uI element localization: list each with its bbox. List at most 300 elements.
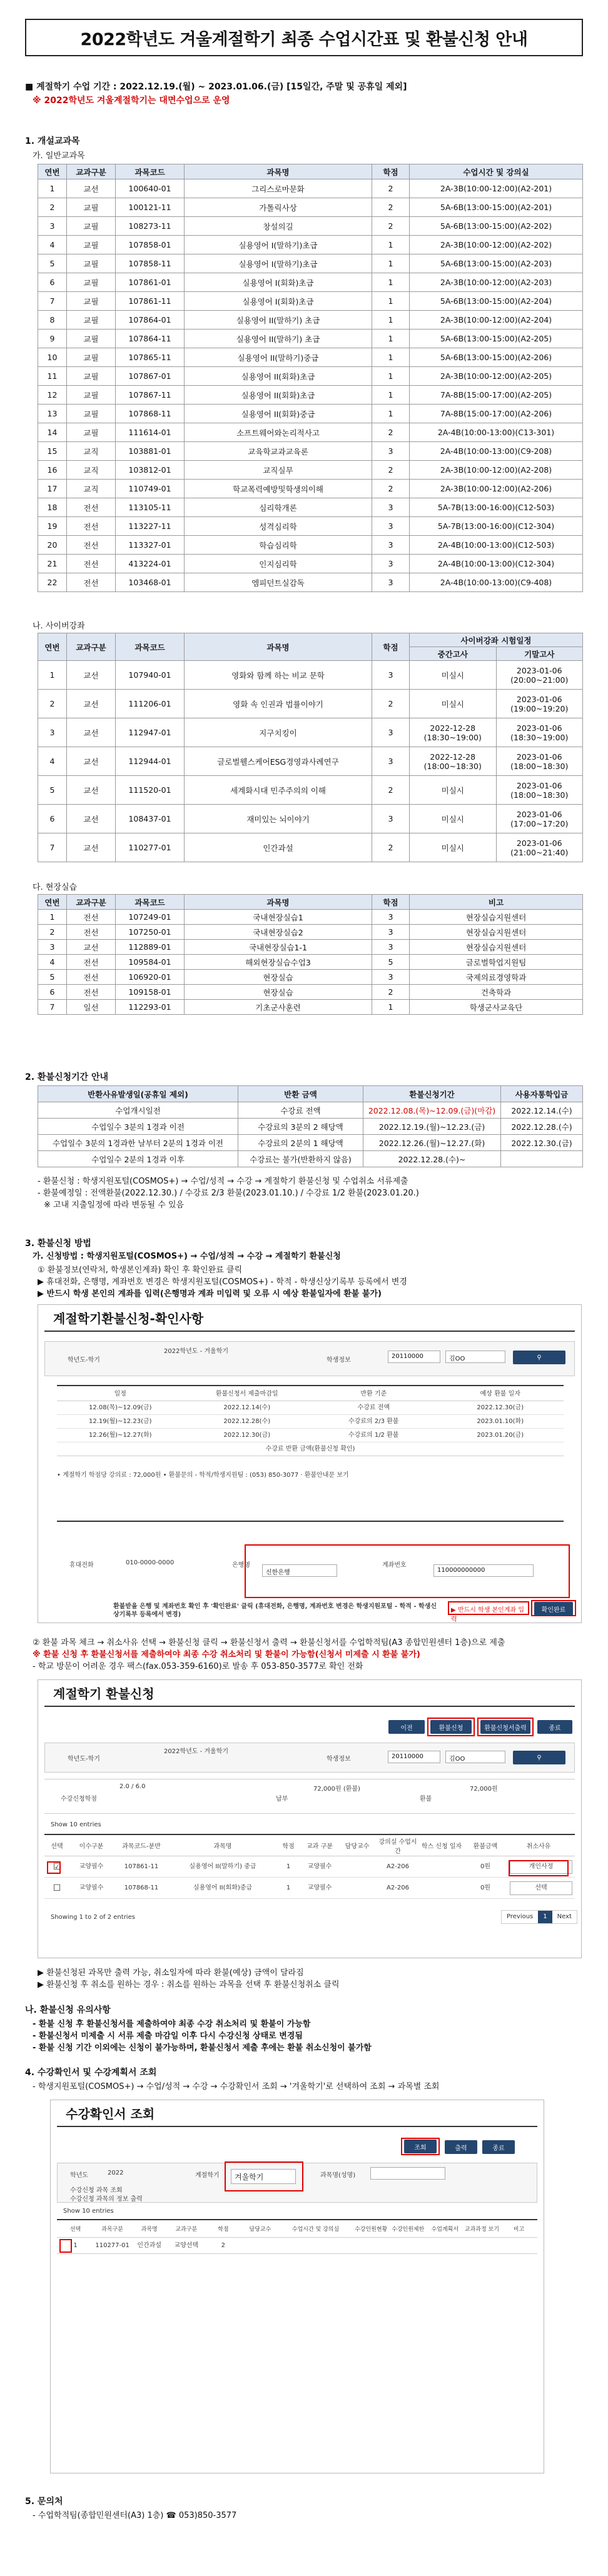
table-row (38, 985, 583, 1000)
section-courses: 1. 개설교과목 (25, 136, 80, 146)
table-cell: 국내현장실습2 (185, 925, 372, 940)
shot3-cell: 2 (221, 2242, 226, 2249)
table-row (38, 833, 583, 862)
shot1-search-bar (44, 1341, 575, 1376)
shot3-query-button[interactable] (404, 2140, 437, 2153)
cancel-reason-select[interactable]: 선택 (510, 1881, 572, 1895)
table-cell: 2A-4B(10:00-13:00)(C12-503) (410, 536, 583, 555)
shot2-select-highlight (47, 1861, 61, 1874)
table-row (38, 423, 583, 442)
shot3-row-highlight (59, 2239, 72, 2253)
table-cell: 교필 (67, 198, 116, 217)
shot1-student-label: 학생정보 (327, 1357, 351, 1364)
table-cell: 전선 (67, 910, 116, 925)
table-cell: 수업개시일전 (38, 1102, 238, 1119)
general-th: 과목명 (185, 164, 372, 179)
table-row (38, 217, 583, 236)
shot2-row[interactable] (44, 1856, 575, 1878)
shot2-cell: A2-206 (387, 1863, 409, 1870)
general-th: 수업시간 및 강의실 (410, 164, 583, 179)
shot2-cell: 교양필수 (79, 1863, 104, 1870)
table-row (38, 661, 583, 690)
table-cell: 4 (38, 236, 67, 254)
table-cell: 2 (372, 690, 410, 718)
table-cell: 건축학과 (410, 985, 583, 1000)
table-cell: 교선 (67, 805, 116, 833)
table-cell: 2A-3B(10:00-12:00)(A2-205) (410, 367, 583, 386)
table-cell: 학습심리학 (185, 536, 372, 555)
refund-th: 반환사유발생일(공휴일 제외) (38, 1086, 238, 1102)
table-cell: 3 (38, 940, 67, 955)
shot2-close-button[interactable] (537, 1720, 572, 1734)
shot2-cell: 0원 (480, 1884, 491, 1891)
field-th: 과목명 (185, 895, 372, 910)
table-row (38, 461, 583, 480)
table-row (38, 970, 583, 985)
table-cell (496, 718, 583, 747)
refund-note: - 환불예정일 : 전액환불(2022.12.30.) / 수강료 2/3 환불(2023.01.10.) / 수강료 1/2 환불(2023.01.20.) (38, 1189, 419, 1198)
field-th: 과목코드 (116, 895, 185, 910)
cell-line: 2023-01-06 (516, 665, 562, 675)
shot1-table-foot: 수강료 반환 금액(환불신청 확인) (57, 1442, 564, 1456)
checkbox[interactable]: ☑ (53, 1862, 61, 1872)
shot2-th: 과목명 (213, 1843, 232, 1850)
table-cell: 창설의길 (185, 217, 372, 236)
table-cell: 2A-4B(10:00-13:00)(C12-304) (410, 555, 583, 573)
shot1-th: 일정 (114, 1391, 126, 1397)
section-cautions: 나. 환불신청 유의사항 (25, 2005, 111, 2015)
table-cell: 세계화시대 민주주의의 이해 (185, 776, 372, 805)
shot3-print-label: 출력 (455, 2145, 467, 2152)
table-cell: 2A-3B(10:00-12:00)(A2-208) (410, 461, 583, 480)
table-cell: 15 (38, 442, 67, 461)
shot2-cell: 실용영어 II(말하기) 중급 (189, 1863, 256, 1870)
table-cell: 2 (38, 690, 67, 718)
table-cell: 113227-11 (116, 517, 185, 536)
table-cell: 교필 (67, 423, 116, 442)
confirmation-line: - 학생지원포털(COSMOS+) → 수업/성적 → 수강 → 수강확인서 조회 → '겨울학기'로 선택하여 조회 → 과목별 조회 (33, 2082, 440, 2091)
cyber-th-exam: 사이버강좌 시험일정 (410, 633, 583, 647)
table-cell: 수강료의 3분의 2 해당액 (238, 1119, 363, 1135)
shot2-credits: 2.0 / 6.0 (119, 1783, 146, 1790)
refund-th: 사용자통학입금 (501, 1086, 583, 1102)
shot3-close-button[interactable] (482, 2140, 515, 2154)
table-cell: 글로벌웰스케어ESG경영과사례연구 (185, 747, 372, 776)
shot1-title: 계절학기환불신청-확인사항 (44, 1305, 575, 1332)
table-cell: 3 (372, 940, 410, 955)
table-cell: 현장실습지원센터 (410, 910, 583, 925)
table-cell: 2 (372, 985, 410, 1000)
shot1-bank-input[interactable]: 신한은행 (262, 1564, 337, 1577)
shot3-th: 수업시간 및 강의실 (291, 2226, 340, 2233)
shot3-th: 담당교수 (249, 2226, 271, 2233)
table-cell (410, 690, 497, 718)
shot1-account-input[interactable]: 110000000000 (433, 1564, 534, 1577)
table-cell: 111614-01 (116, 423, 185, 442)
table-cell: 1 (372, 292, 410, 311)
table-cell: 전선 (67, 925, 116, 940)
table-cell: 107865-11 (116, 348, 185, 367)
table-row (38, 1151, 583, 1167)
shot2-cell: 107861-11 (124, 1863, 159, 1870)
section-contact: 5. 문의처 (25, 2497, 63, 2507)
table-cell: 교선 (67, 661, 116, 690)
shot3-th: 수업계획서 (431, 2226, 459, 2233)
shot1-table-rows (57, 1401, 564, 1442)
confirmation-screenshot (50, 2100, 544, 2473)
shot2-print-button[interactable] (480, 1720, 530, 1734)
table-cell: 2A-4B(10:00-13:00)(C13-301) (410, 423, 583, 442)
table-cell: 107858-01 (116, 236, 185, 254)
table-cell: 107861-01 (116, 273, 185, 292)
cell-line: 2022-12-28 (430, 723, 476, 733)
shot1-row (57, 1401, 564, 1415)
cyber-th-no: 연번 (38, 633, 67, 661)
table-cell: 교직실무 (185, 461, 372, 480)
table-cell: 3 (372, 573, 410, 592)
table-cell: 영화와 함께 하는 비교 문학 (185, 661, 372, 690)
shot2-prev-page[interactable]: Previous (507, 1913, 534, 1920)
shot3-table-row[interactable] (57, 2238, 537, 2254)
table-cell: 교직 (67, 480, 116, 498)
table-cell: 수업일수 3분의 1경과한 날부터 2분의 1경과 이전 (38, 1135, 238, 1151)
shot2-refund-label-text: 환불 (420, 1796, 432, 1803)
refund-notes (38, 1175, 588, 1211)
shot2-name-input[interactable]: 김OO (445, 1751, 505, 1763)
shot2-year: 2022학년도 - 겨울학기 (164, 1748, 229, 1755)
table-cell: 해외현장실습수업3 (185, 955, 372, 970)
table-cell: 2A-3B(10:00-12:00)(A2-206) (410, 480, 583, 498)
table-cell: 수강료는 불가(반환하지 않음) (238, 1151, 363, 1167)
table-cell: 13 (38, 405, 67, 423)
shot2-page-1[interactable]: 1 (538, 1911, 552, 1923)
shot2-th: 환불금액 (473, 1843, 498, 1850)
cyber-th-name: 과목명 (185, 633, 372, 661)
shot3-year: 2022 (108, 2170, 124, 2176)
table-cell: 교선 (67, 718, 116, 747)
table-row (38, 254, 583, 273)
table-cell: 교직 (67, 461, 116, 480)
table-cell: 현장실습지원센터 (410, 925, 583, 940)
shot2-cell (338, 1878, 376, 1898)
table-cell: 112947-01 (116, 718, 185, 747)
table-cell: 2A-4B(10:00-13:00)(C9-208) (410, 442, 583, 461)
table-row (38, 348, 583, 367)
refund-th: 환불신청기간 (363, 1086, 501, 1102)
shot3-th: 과목구분 (101, 2226, 123, 2233)
cell-line: 2022-12-28 (430, 752, 476, 762)
shot1-confirm-button[interactable] (534, 1602, 573, 1616)
shot1-bank-account-highlight (245, 1544, 570, 1598)
table-cell: 16 (38, 461, 67, 480)
table-cell: 413224-01 (116, 555, 185, 573)
shot2-showing: Showing 1 to 2 of 2 entries (51, 1914, 135, 1921)
table-cell: 10 (38, 348, 67, 367)
table-row (38, 1000, 583, 1015)
shot2-close-label: 종료 (549, 1724, 561, 1732)
shot1-year: 2022학년도 - 겨울학기 (164, 1348, 229, 1355)
table-cell: 실용영어 I(회화)초급 (185, 292, 372, 311)
table-cell: 현장실습지원센터 (410, 940, 583, 955)
cancel-reason-select[interactable]: 개인사정 (510, 1860, 572, 1874)
table-cell: 4 (38, 747, 67, 776)
shot3-cell (427, 2238, 464, 2253)
checkbox[interactable]: ☐ (53, 1883, 61, 1893)
table-row (38, 690, 583, 718)
table-cell: 교선 (67, 690, 116, 718)
shot1-confirm-label: 확인완료 (541, 1606, 566, 1614)
shot1-year-label: 학년도-학기 (68, 1357, 100, 1364)
shot2-pay: 72,000원 (환불) (313, 1786, 360, 1793)
table-cell: 1 (38, 661, 67, 690)
shot2-th: 강의실 수업시간 (378, 1838, 417, 1855)
cell-line: 2023-01-06 (516, 780, 562, 790)
table-row (38, 1119, 583, 1135)
table-cell: 교필 (67, 405, 116, 423)
shot2-cell: A2-206 (387, 1884, 409, 1891)
refund-period-table (38, 1085, 583, 1167)
table-cell: 6 (38, 273, 67, 292)
table-cell: 2A-3B(10:00-12:00)(A2-204) (410, 311, 583, 330)
table-cell: 8 (38, 311, 67, 330)
table-cell: 107867-01 (116, 367, 185, 386)
table-cell: 107858-11 (116, 254, 185, 273)
general-th: 연번 (38, 164, 67, 179)
table-cell: 1 (372, 311, 410, 330)
table-row (38, 1135, 583, 1151)
table-cell: 국내현장실습1 (185, 910, 372, 925)
shot2-refund-btn-highlight (427, 1718, 475, 1736)
shot2-table-head (44, 1834, 575, 1856)
table-row (38, 718, 583, 747)
cell-line: (18:00~18:30) (510, 761, 569, 771)
table-row (38, 405, 583, 423)
table-cell: 교직 (67, 442, 116, 461)
shot3-th: 교과과정 보기 (464, 2226, 499, 2233)
shot2-refund-button[interactable] (430, 1720, 472, 1734)
table-cell: 전선 (67, 985, 116, 1000)
shot3-cell (353, 2238, 390, 2253)
caution-line: - 환불 신청 기간 이외에는 신청이 불가능하며, 환불신청서 제출 후에는 환불 취소신청이 불가함 (33, 2043, 372, 2053)
table-cell: 교필 (67, 273, 116, 292)
table-cell: 3 (372, 805, 410, 833)
table-row (38, 805, 583, 833)
shot2-cell: 교양필수 (79, 1884, 104, 1891)
step2-after-line: ▶ 환불신청 후 취소를 원하는 경우 : 취소를 원하는 과목을 선택 후 환불신청취소 클릭 (38, 1980, 340, 1990)
method-step-lines (38, 1264, 588, 1300)
table-row (38, 198, 583, 217)
table-cell: 교선 (67, 776, 116, 805)
shot3-table-head (57, 2219, 537, 2238)
table-cell: 103881-01 (116, 442, 185, 461)
step2-after-line: ▶ 환불신청된 과목만 출력 가능, 취소일자에 따라 환불(예상) 금액이 달라짐 (38, 1968, 304, 1978)
table-cell: 5A-6B(13:00-15:00)(A2-206) (410, 348, 583, 367)
caution-line: - 환불 신청 후 환불신청서를 제출하여야 최종 수강 취소처리 및 환불이 가능함 (33, 2020, 311, 2029)
shot3-s2: 수강신청 과목의 정보 출력 (70, 2196, 143, 2203)
shot1-cell: 2023.01.20(금) (477, 1432, 524, 1439)
shot1-warn: ▶ 반드시 학생 본인계좌 입력 (448, 1601, 529, 1615)
shot2-cell (420, 1856, 464, 1877)
shot1-cell: 12.08(목)~12.09(금) (88, 1404, 152, 1411)
shot1-table-head (57, 1385, 564, 1401)
table-row (38, 311, 583, 330)
shot2-th: 담당교수 (345, 1843, 370, 1850)
table-cell: 3 (372, 498, 410, 517)
table-row (38, 442, 583, 461)
table-cell: 2022.12.08.(목)~12.09.(금)(마감) (363, 1102, 501, 1119)
table-cell: 110277-01 (116, 833, 185, 862)
table-cell: 1 (372, 254, 410, 273)
table-cell: 심리학개론 (185, 498, 372, 517)
table-cell: 전선 (67, 536, 116, 555)
shot3-term-highlight (225, 2161, 303, 2191)
table-cell: 2A-3B(10:00-12:00)(A2-201) (410, 179, 583, 198)
table-row (38, 1102, 583, 1119)
section-refund-period: 2. 환불신청기간 안내 (25, 1072, 108, 1082)
table-cell: 108437-01 (116, 805, 185, 833)
shot2-th: 선택 (51, 1843, 63, 1850)
cell-line: 미실시 (441, 843, 464, 853)
field-practice-table (38, 894, 583, 1015)
table-cell: 3 (372, 661, 410, 690)
table-cell: 1 (38, 179, 67, 198)
table-cell: 2022.12.14.(수) (501, 1102, 583, 1119)
table-cell: 실용영어 I(회화)초급 (185, 273, 372, 292)
shot2-th: 학스 신청 일자 (421, 1843, 462, 1850)
cell-line: 2023-01-06 (516, 694, 562, 704)
table-cell: 3 (372, 536, 410, 555)
table-cell (496, 776, 583, 805)
shot2-refund-amount: 72,000원 (470, 1786, 498, 1793)
table-cell: 교선 (67, 747, 116, 776)
table-cell: 107868-11 (116, 405, 185, 423)
table-cell: 재미있는 뇌이야기 (185, 805, 372, 833)
shot1-schedule-table (57, 1385, 564, 1456)
shot3-term-select[interactable]: 겨울학기 (231, 2169, 296, 2184)
table-cell: 교필 (67, 311, 116, 330)
table-row (38, 573, 583, 592)
table-row (38, 330, 583, 348)
shot3-print-button[interactable] (445, 2140, 477, 2154)
table-cell: 21 (38, 555, 67, 573)
shot1-student-no-input[interactable]: 20110000 (388, 1351, 440, 1363)
shot1-phone-value: 010-0000-0000 (126, 1559, 175, 1566)
shot2-row[interactable] (44, 1878, 575, 1899)
shot3-cell: 교양선택 (174, 2242, 199, 2249)
table-cell: 3 (372, 910, 410, 925)
shot3-query-label: 조회 (414, 2144, 427, 2151)
shot1-account-label: 계좌번호 (382, 1562, 407, 1569)
table-cell: 19 (38, 517, 67, 536)
table-cell: 14 (38, 423, 67, 442)
step2-after (38, 1967, 588, 1991)
table-cell: 113327-01 (116, 536, 185, 555)
table-cell: 5A-7B(13:00-16:00)(C12-304) (410, 517, 583, 536)
table-cell: 5A-6B(13:00-15:00)(A2-201) (410, 198, 583, 217)
shot3-type-input[interactable] (370, 2167, 445, 2180)
table-cell (410, 661, 497, 690)
shot3-s1: 수강신청 과목 조회 (70, 2187, 123, 2194)
shot2-cell: 0원 (480, 1863, 491, 1870)
table-cell: 100640-01 (116, 179, 185, 198)
cyber-th-type: 교과구분 (67, 633, 116, 661)
table-cell: 2022.12.19.(월)~12.23.(금) (363, 1119, 501, 1135)
shot1-cell: 2022.12.14(수) (223, 1404, 271, 1411)
table-cell: 6 (38, 985, 67, 1000)
table-cell: 실용영어 I(말하기)초급 (185, 254, 372, 273)
table-cell (501, 1151, 583, 1167)
shot2-credit-label: 수강신청학점 (61, 1796, 97, 1803)
table-cell: 110749-01 (116, 480, 185, 498)
table-cell: 9 (38, 330, 67, 348)
table-cell: 2 (372, 217, 410, 236)
search-icon: ⚲ (537, 1754, 542, 1761)
cyber-courses-table (38, 633, 583, 862)
cell-line: 미실시 (441, 670, 464, 680)
shot1-row (57, 1415, 564, 1429)
table-cell: 수강료의 2분의 1 해당액 (238, 1135, 363, 1151)
cell-line: 2023-01-06 (516, 723, 562, 733)
shot2-next-page[interactable]: Next (557, 1913, 572, 1920)
shot2-search-button[interactable] (513, 1751, 565, 1764)
contact-line: - 수업학적팀(종합민원센터(A3) 1층) ☎ 053)850-3577 (33, 2511, 237, 2520)
table-cell: 교육학교과교육론 (185, 442, 372, 461)
table-cell: 교필 (67, 348, 116, 367)
shot3-th: 수강인원제한 (392, 2226, 425, 2233)
table-cell: 1 (372, 236, 410, 254)
general-courses-table (38, 164, 583, 592)
table-cell: 5 (38, 254, 67, 273)
step2-line: ※ 환불 신청 후 환불신청서를 제출하여야 최종 수강 취소처리 및 환불이 가능함(신청서 미제출 시 환불 불가) (33, 1650, 420, 1659)
cell-line: (20:00~21:00) (510, 675, 569, 685)
caution-lines (33, 2018, 589, 2054)
table-cell: 3 (372, 925, 410, 940)
subsection-field: 다. 현장실습 (33, 883, 78, 892)
table-cell: 2022.12.28.(수)~ (363, 1151, 501, 1167)
table-cell: 2022.12.26.(월)~12.27.(화) (363, 1135, 501, 1151)
shot1-cell: 수강료 전액 (357, 1404, 390, 1411)
refund-note: - 환불신청 : 학생지원포털(COSMOS+) → 수업/성적 → 수강 → 계절학기 환불신청 및 수업취소 서류제출 (38, 1177, 408, 1186)
cyber-th-credit: 학점 (372, 633, 410, 661)
cell-line: 미실시 (441, 699, 464, 709)
shot3-cell (390, 2238, 427, 2253)
table-cell: 22 (38, 573, 67, 592)
shot2-prev-button[interactable] (388, 1720, 425, 1734)
table-cell: 교필 (67, 367, 116, 386)
table-cell: 전선 (67, 517, 116, 536)
table-row (38, 536, 583, 555)
shot2-show-entries: Show 10 entries (51, 1821, 101, 1828)
refund-th: 반환 금액 (238, 1086, 363, 1102)
cell-line: 2023-01-06 (516, 752, 562, 762)
table-cell: 111520-01 (116, 776, 185, 805)
shot1-search-button[interactable] (513, 1351, 565, 1364)
table-cell: 6 (38, 805, 67, 833)
table-cell: 107867-11 (116, 386, 185, 405)
face-to-face-note: ※ 2022학년도 겨울계절학기는 대면수업으로 운영 (33, 96, 230, 106)
shot3-th: 과목명 (141, 2226, 158, 2233)
table-cell: 가톨릭사상 (185, 198, 372, 217)
shot1-name-input[interactable]: 김OO (445, 1351, 505, 1363)
shot1-confirm-highlight (531, 1600, 576, 1616)
shot1-row (57, 1429, 564, 1442)
shot2-th: 과목코드-분반 (122, 1843, 161, 1850)
shot2-th: 학점 (282, 1843, 295, 1850)
table-cell: 수강료 전액 (238, 1102, 363, 1119)
shot2-student-no-input[interactable]: 20110000 (388, 1751, 440, 1763)
table-cell (496, 805, 583, 833)
table-row (38, 955, 583, 970)
